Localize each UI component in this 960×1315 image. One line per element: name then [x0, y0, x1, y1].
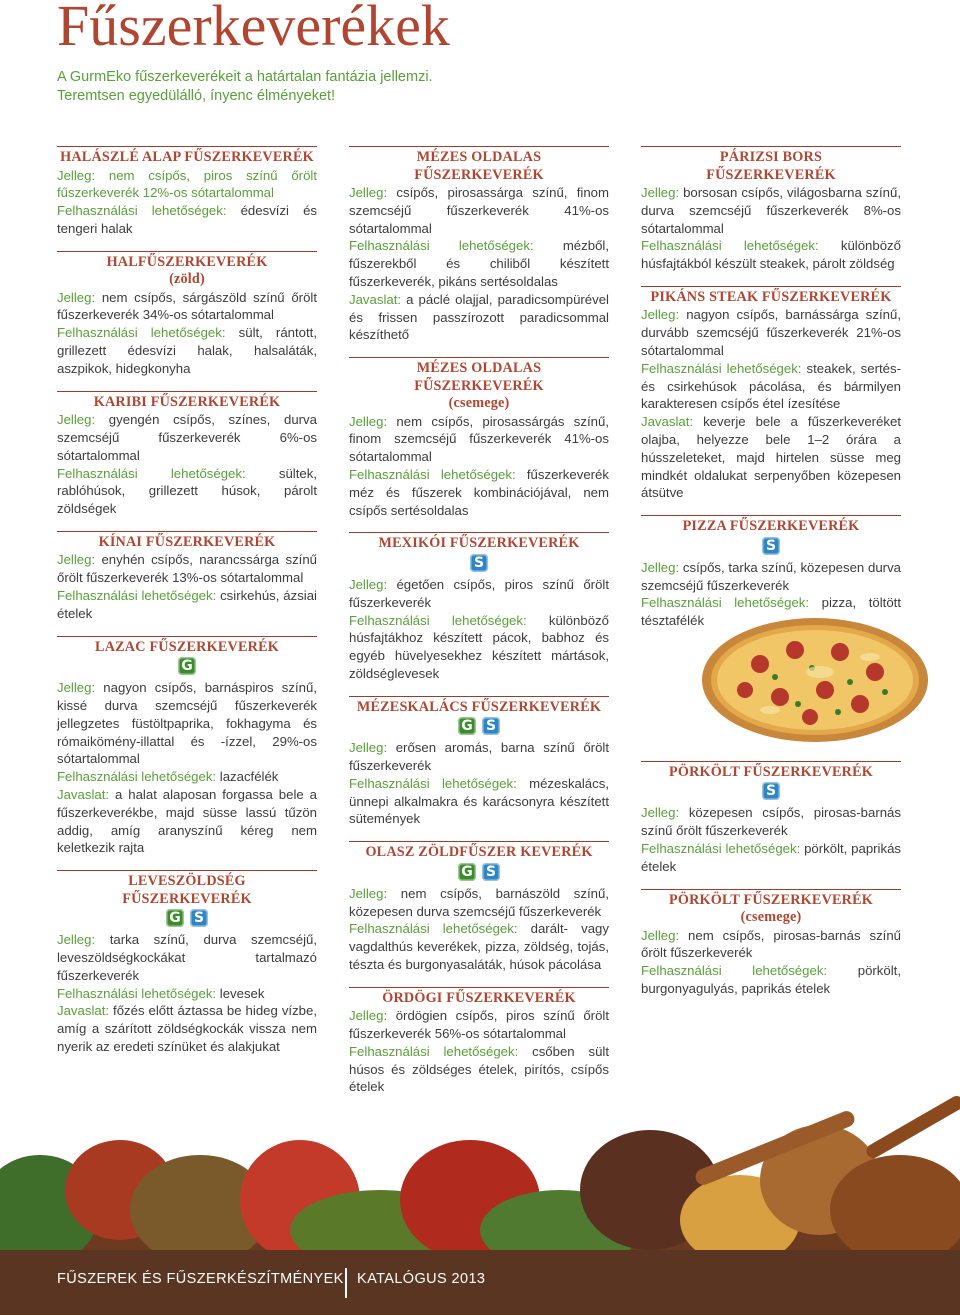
entry-field [57, 931, 317, 984]
field-value: keverje bele a fűszerkeveréket olajba, helyezze bele 1–2 órára a hússzeleteket, majd hirtelen süsse meg mindkét oldalukat serpenyőben közepesen átsütve [641, 414, 901, 501]
g-badge-icon: G [458, 863, 476, 881]
field-label: Jelleg: [349, 885, 388, 901]
spice-entry-porkolt-fuszerkeverek-csemege [641, 889, 901, 998]
field-value: lazacfélék [216, 769, 279, 785]
entry-title-line: (csemege) [448, 395, 510, 412]
entry-body [57, 411, 317, 518]
entry-body [641, 306, 901, 502]
entry-badges [349, 553, 609, 576]
field-value: különböző húsfajtákhoz készített pácok, babhoz és egyéb hüvelyesekhez készített mártások, zöldséglevesek [349, 612, 609, 681]
entry-body [349, 885, 609, 974]
entry-body [57, 931, 317, 1056]
spice-entry-porkolt-fuszerkeverek [641, 761, 901, 876]
entry-body [349, 184, 609, 344]
field-label: Jelleg: [57, 412, 96, 428]
g-badge-icon: G [178, 657, 196, 675]
entry-title-line: (csemege) [740, 909, 802, 926]
s-badge-icon: S [190, 909, 208, 927]
field-value: borsosan csípős, világosbarna színű, durva szemcséjű fűszerkeverék 8%-os sótartalommal [641, 185, 901, 236]
field-value: közepesen csípős, pirosas-barnás színű őrölt fűszerkeverék [641, 805, 901, 839]
spice-entry-halfuszerkeverek-zold [57, 251, 317, 378]
field-label: Jelleg: [57, 552, 96, 568]
entry-title [57, 392, 317, 412]
field-label: Jelleg: [641, 559, 680, 575]
s-badge-icon: S [482, 717, 500, 735]
field-value: enyhén csípős, narancssárga színű őrölt fűszerkeverék 13%-os sótartalommal [57, 552, 317, 586]
g-badge-icon: G [458, 717, 476, 735]
entry-title [349, 533, 609, 553]
entry-title-line: PÖRKÖLT FŰSZERKEVERÉK [668, 763, 874, 780]
field-value: ördögien csípős, piros színű őrölt fűszerkeverék 56%-os sótartalommal [349, 1008, 609, 1041]
field-label: Felhasználási lehetőségek: [641, 841, 801, 857]
entry-badges [349, 716, 609, 739]
spices-photo [0, 1080, 960, 1270]
field-value: nagyon csípős, barnáspiros színű, kissé durva szemcséjű fűszerkeverék jellegzetes füstöltpaprika, fokhagyma és rómaikömény-illattal és -ízzel, 29%-os sótartalommal [57, 680, 317, 767]
field-value: darált- vagy vagdalthús keverékek, pizza, zöldség, tojás, tészta és burgonyasaláták, húsok pácolása [349, 921, 609, 972]
field-value: mézből, fűszerekből és chiliből készített fűszerkeverék, pikáns sertésoldalas [349, 238, 609, 289]
field-label: Felhasználási lehetőségek: [349, 612, 527, 628]
entry-title-line: FŰSZERKEVERÉK [414, 377, 544, 394]
entry-field [641, 413, 901, 502]
entry-title-line: MÉZES OLDALAS [416, 360, 542, 377]
entry-title [641, 890, 901, 927]
field-label: Felhasználási lehetőségek: [641, 360, 802, 376]
entry-field [57, 324, 317, 377]
field-value: égetően csípős, piros színű őrölt fűszerkeverék [349, 576, 609, 610]
spice-entry-leveszoldseg-fuszerkeverek [57, 870, 317, 1056]
field-label: Felhasználási lehetőségek: [349, 238, 534, 254]
spice-entry-pikans-steak-fuszerkeverek [641, 286, 901, 502]
entry-field [349, 775, 609, 828]
entry-title [57, 147, 317, 167]
field-label: Felhasználási lehetőségek: [57, 325, 226, 341]
column-2 [349, 146, 609, 1109]
field-label: Jelleg: [57, 289, 96, 305]
field-value: sült, rántott, grillezett édesvízi halak, halsaláták, aszpikok, hidegkonyha [57, 325, 317, 376]
entry-field [57, 167, 317, 203]
entry-field [57, 551, 317, 587]
entry-title [57, 637, 317, 657]
field-label: Javaslat: [57, 1003, 110, 1019]
field-value: csípős, pirosassárga színű, finom szemcséjű fűszerkeverék 41%-os sótartalommal [349, 185, 609, 236]
entry-title-line: KÍNAI FŰSZERKEVERÉK [98, 533, 276, 550]
entry-title [349, 358, 609, 413]
spice-entry-olasz-zoldfuszer-keverek [349, 841, 609, 973]
field-value: a páclé olajjal, paradicsompürével és frissen passzírozott paradicsommal készíthető [349, 291, 609, 343]
entry-field [641, 804, 901, 840]
field-label: Javaslat: [641, 414, 694, 430]
entry-body [349, 739, 609, 828]
entry-field [641, 237, 901, 273]
entry-field [349, 466, 609, 519]
footer-catalog-subject: FŰSZEREK ÉS FŰSZERKÉSZÍTMÉNYEK [57, 1271, 344, 1287]
entry-field [57, 289, 317, 325]
field-value: a halat alaposan forgassa bele a fűszerkeverékbe, majd süsse lassú tűzön addig, amíg aranyszínű kéreg nem keletkezik rajta [57, 786, 317, 856]
s-badge-icon: S [482, 863, 500, 881]
field-label: Jelleg: [57, 167, 96, 183]
field-value: pizza, töltött tésztafélék [641, 595, 901, 629]
field-value: levesek [216, 985, 265, 1001]
field-value: nem csípős, piros színű őrölt fűszerkeverék 12%-os sótartalommal [57, 167, 317, 201]
field-value: steakek, sertés- és csirkehúsok pácolása, és bármilyen karakteresen csípős étel ízesítése [641, 360, 901, 412]
field-label: Felhasználási lehetőségek: [641, 238, 819, 254]
entry-title [57, 871, 317, 908]
entry-title-line: LAZAC FŰSZERKEVERÉK [95, 638, 279, 655]
footer-catalog-year: KATALÓGUS 2013 [357, 1271, 486, 1287]
field-label: Jelleg: [641, 307, 680, 323]
entry-body [641, 804, 901, 875]
field-label: Javaslat: [349, 291, 402, 307]
entry-title-line: MEXIKÓI FŰSZERKEVERÉK [378, 535, 580, 552]
entry-field [349, 612, 609, 683]
spice-entry-kinai-fuszerkeverek [57, 531, 317, 623]
s-badge-icon: S [762, 782, 780, 800]
entry-body [349, 413, 609, 520]
entry-title-line: (zöld) [169, 271, 205, 288]
entry-title-line: FŰSZERKEVERÉK [706, 166, 836, 183]
entry-field [57, 587, 317, 623]
spice-entry-lazac-fuszerkeverek [57, 636, 317, 857]
entry-field [57, 1002, 317, 1055]
entry-field [349, 1007, 609, 1043]
entry-field [57, 985, 317, 1003]
s-badge-icon: S [762, 537, 780, 555]
field-label: Javaslat: [57, 786, 110, 802]
field-value: nem csípős, sárgászöld színű őrölt fűszerkeverék 34%-os sótartalommal [57, 289, 317, 323]
field-label: Felhasználási lehetőségek: [57, 203, 227, 219]
field-label: Felhasználási lehetőségek: [641, 963, 828, 979]
entry-badges [641, 781, 901, 804]
field-label: Jelleg: [641, 185, 680, 200]
entry-field [349, 920, 609, 973]
entry-badges [641, 536, 901, 559]
field-value: nagyon csípős, barnássárga színű, durvább szemcséjű fűszerkeverék 21%-os sótartalommal [641, 307, 901, 359]
field-label: Jelleg: [349, 576, 388, 592]
entry-title [641, 147, 901, 184]
spice-entry-mexikoi-fuszerkeverek [349, 532, 609, 682]
entry-title-line: PIKÁNS STEAK FŰSZERKEVERÉK [650, 288, 892, 305]
spice-entry-mezes-oldalas-fuszerkeverek-csemege [349, 357, 609, 519]
entry-field [349, 576, 609, 612]
intro-text [57, 68, 617, 106]
field-label: Felhasználási lehetőségek: [57, 465, 246, 481]
field-label: Jelleg: [349, 185, 388, 200]
field-label: Felhasználási lehetőségek: [349, 467, 516, 483]
entry-title-line: ÖRDÖGI FŰSZERKEVERÉK [382, 989, 576, 1006]
intro-line-1: A GurmEko fűszerkeverékeit a határtalan fantázia jellemzi. [57, 69, 433, 85]
entry-field [349, 184, 609, 237]
entry-title [641, 516, 901, 536]
entry-field [641, 559, 901, 595]
field-value: tarka színű, durva szemcséjű, leveszöldségkockákat tartalmazó fűszerkeverék [57, 932, 317, 983]
field-value: nem csípős, pirosassárgás színű, finom szemcséjű fűszerkeverék 41%-os sótartalommal [349, 413, 609, 465]
column-3 [641, 146, 901, 1011]
field-value: pörkölt, burgonyagulyás, paprikás ételek [641, 963, 901, 997]
entry-field [349, 237, 609, 290]
entry-title [349, 147, 609, 184]
field-value: csőben sült húsos és zöldséges ételek, pirítós, csípős ételek [349, 1043, 609, 1095]
entry-title [349, 988, 609, 1008]
footer-divider [345, 1268, 347, 1298]
spice-entry-halaszle-alap-fuszerkeverek [57, 146, 317, 238]
entry-field [57, 411, 317, 464]
entry-field [57, 786, 317, 857]
field-label: Jelleg: [641, 927, 680, 943]
entry-field [641, 360, 901, 413]
field-label: Felhasználási lehetőségek: [349, 775, 517, 791]
field-label: Felhasználási lehetőségek: [57, 985, 217, 1001]
field-value: mézeskalács, ünnepi alkalmakra és karácsonyra készített sütemények [349, 775, 609, 827]
entry-title-line: MÉZESKALÁCS FŰSZERKEVERÉK [356, 698, 602, 715]
entry-field [349, 413, 609, 466]
entry-field [57, 768, 317, 786]
entry-badges [57, 656, 317, 679]
field-label: Jelleg: [57, 932, 96, 948]
entry-title [641, 287, 901, 307]
spice-entry-mezes-oldalas-fuszerkeverek [349, 146, 609, 344]
s-badge-icon: S [470, 554, 488, 572]
entry-field [641, 306, 901, 359]
entry-field [641, 184, 901, 237]
entry-badges [349, 862, 609, 885]
entry-title [57, 252, 317, 289]
field-label: Jelleg: [641, 805, 680, 821]
entry-title-line: OLASZ ZÖLDFŰSZER KEVERÉK [365, 844, 593, 861]
entry-field [57, 202, 317, 238]
entry-body [57, 551, 317, 622]
field-label: Felhasználási lehetőségek: [57, 588, 217, 604]
entry-body [349, 576, 609, 683]
entry-title-line: PIZZA FŰSZERKEVERÉK [682, 518, 860, 535]
entry-field [641, 927, 901, 963]
entry-title-line: MÉZES OLDALAS [416, 149, 542, 165]
entry-body [57, 679, 317, 857]
field-value: erősen aromás, barna színű őrölt fűszerkeverék [349, 740, 609, 774]
page-title: Fűszerkeverékek [57, 0, 450, 58]
field-value: csirkehús, ázsiai ételek [57, 588, 317, 621]
field-value: különböző húsfajtákból készült steakek, párolt zöldség [641, 238, 901, 272]
field-value: fűszerkeverék méz és fűszerek kombinációjával, nem csípős sertésoldalas [349, 467, 609, 518]
field-value: gyengén csípős, színes, durva szemcséjű fűszerkeverék 6%-os sótartalommal [57, 412, 317, 463]
field-value: édesvízi és tengeri halak [57, 203, 317, 236]
entry-body [57, 289, 317, 378]
entry-title-line: LEVESZÖLDSÉG [128, 873, 246, 890]
field-label: Felhasználási lehetőségek: [641, 595, 810, 611]
field-value: csípős, tarka színű, közepesen durva szemcséjű fűszerkeverék [641, 559, 901, 593]
intro-line-2: Teremtsen egyedülálló, ínyenc élményeket! [57, 88, 336, 104]
field-label: Felhasználási lehetőségek: [349, 1043, 519, 1059]
entry-title [349, 697, 609, 717]
entry-body [57, 167, 317, 238]
field-value: nem csípős, barnászöld színű, közepesen durva szemcséjű fűszerkeverék [349, 885, 609, 919]
spice-entry-karibi-fuszerkeverek [57, 391, 317, 518]
entry-title-line: PÁRIZSI BORS [719, 149, 823, 165]
entry-title-line: FŰSZERKEVERÉK [122, 890, 252, 907]
entry-field [641, 962, 901, 998]
entry-title-line: HALÁSZLÉ ALAP FŰSZERKEVERÉK [60, 149, 314, 165]
entry-field [57, 465, 317, 518]
entry-title-line: PÖRKÖLT FŰSZERKEVERÉK [668, 891, 874, 908]
entry-field [641, 840, 901, 876]
field-label: Jelleg: [57, 680, 96, 696]
field-value: főzés előtt áztassa be hideg vízbe, amíg a szárított zöldségkockák vissza nem nyerik az eredeti színüket és alakjukat [57, 1003, 317, 1054]
field-label: Felhasználási lehetőségek: [57, 769, 217, 785]
field-label: Jelleg: [349, 1008, 388, 1024]
g-badge-icon: G [166, 909, 184, 927]
field-label: Felhasználási lehetőségek: [349, 921, 518, 937]
entry-badges [57, 908, 317, 931]
entry-field [349, 291, 609, 344]
entry-title-line: HALFŰSZERKEVERÉK [106, 253, 268, 270]
spice-entry-mezeskalacs-fuszerkeverek [349, 696, 609, 828]
field-label: Jelleg: [349, 740, 388, 756]
entry-title [349, 842, 609, 862]
entry-field [349, 739, 609, 775]
spice-entry-parizsi-bors-fuszerkeverek [641, 146, 901, 273]
entry-field [57, 679, 317, 768]
entry-title [641, 762, 901, 782]
entry-body [641, 184, 901, 273]
entry-title [57, 532, 317, 552]
entry-title-line: FŰSZERKEVERÉK [414, 166, 544, 183]
entry-field [349, 885, 609, 921]
field-label: Jelleg: [349, 413, 388, 429]
entry-body [641, 927, 901, 998]
field-value: pörkölt, paprikás ételek [641, 841, 901, 874]
column-1 [57, 146, 317, 1069]
field-value: sültek, rablóhúsok, grillezett húsok, párolt zöldségek [57, 465, 317, 517]
field-value: nem csípős, pirosas-barnás színű őrölt fűszerkeverék [641, 927, 901, 961]
pizza-image [700, 612, 930, 744]
entry-title-line: KARIBI FŰSZERKEVERÉK [93, 393, 281, 410]
